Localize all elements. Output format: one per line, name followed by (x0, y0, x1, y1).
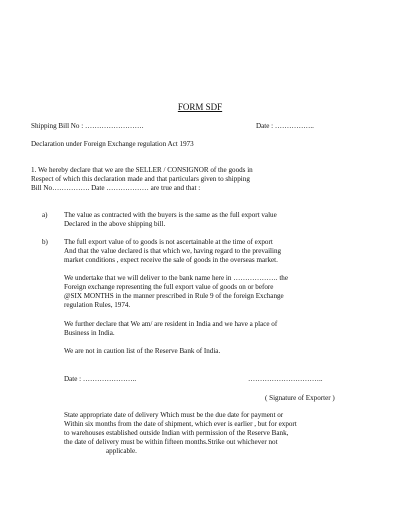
item-b-line: And that the value declared is that which we, having regard to the prevailing (64, 247, 282, 255)
undertake-line: We undertake that we will deliver to the bank name here in ………………. the (64, 274, 288, 282)
footer-line: State appropriate date of delivery Which must be the due date for payment or (64, 411, 284, 419)
item-b-marker: b) (42, 238, 48, 246)
item-a-marker: a) (42, 211, 48, 219)
caution-line: We are not in caution list of the Reserve Bank of India. (64, 347, 221, 355)
item-b-line: market conditions , expect receive the sale of goods in the overseas market. (64, 256, 278, 264)
date-label: Date : …………….. (256, 122, 314, 130)
footer-line: to warehouses established outside Indian with permission of the Reserve Bank, (64, 429, 289, 437)
footer-line: Within six months from the date of shipment, which ever is earlier , but for export (64, 420, 297, 428)
signature-label: ( Signature of Exporter ) (265, 394, 335, 402)
declaration-heading: Declaration under Foreign Exchange regulation Act 1973 (31, 140, 194, 148)
signature-dots: ………………………….. (248, 375, 323, 383)
item-a-line: Declared in the above shipping bill. (64, 220, 166, 228)
undertake-line: regulation Rules, 1974. (64, 301, 131, 309)
item-b-line: The full export value of to goods is not ascertainable at the time of export (64, 238, 273, 246)
undertake-line: Foreign exchange representing the full export value of goods on or before (64, 283, 274, 291)
footer-line: the date of delivery must be within fifteen months.Strike out whichever not (64, 438, 278, 446)
resident-line: Business in India. (64, 329, 115, 337)
para1-line: Bill No……………. Date ……………… are true and that : (31, 184, 201, 192)
undertake-line: @SIX MONTHS in the manner prescribed in Rule 9 of the foreign Exchange (64, 292, 284, 300)
item-a-line: The value as contracted with the buyers is the same as the full export value (64, 211, 277, 219)
para1-line: Respect of which this declaration made and that particulars given to shipping (31, 175, 250, 183)
para1-line: 1. We hereby declare that we are the SELLER / CONSIGNOR of the goods in (31, 166, 253, 174)
form-title: FORM SDF (177, 102, 223, 112)
resident-line: We further declare that We am/ are resident in India and we have a place of (64, 320, 278, 328)
footer-line: applicable. (106, 447, 137, 455)
shipping-bill-label: Shipping Bill No : ……………………. (31, 122, 144, 130)
sign-date-label: Date : ………………….. (64, 375, 137, 383)
